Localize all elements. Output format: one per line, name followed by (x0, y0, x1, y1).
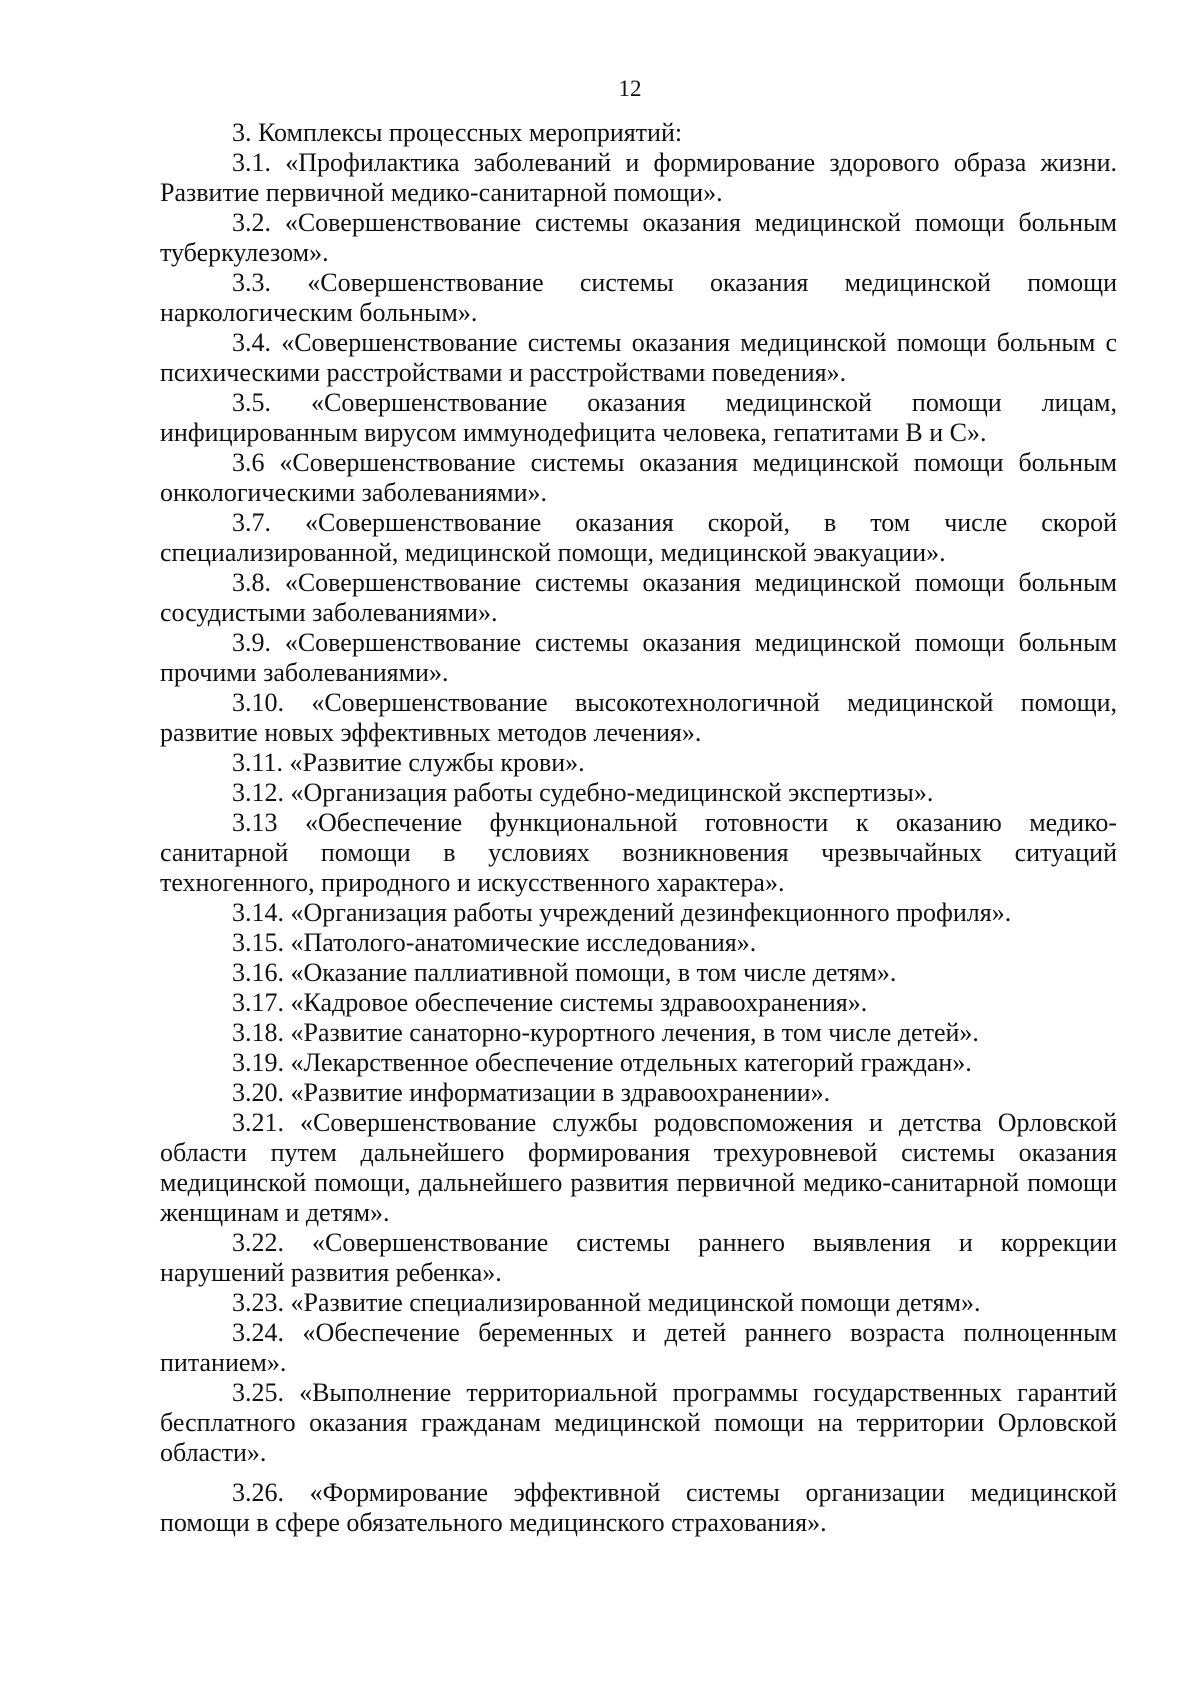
item-number: 3.10. (232, 688, 284, 717)
list-item (160, 448, 1117, 508)
list-item (160, 1018, 1117, 1048)
item-number: 3.11. (232, 748, 284, 777)
item-text: «Совершенствование оказания медицинской помощи лицам, инфицированным вирусом иммунодефицита человека, гепатитами В и С». (160, 388, 1117, 447)
item-number: 3.3. (232, 268, 271, 297)
item-number: 3.18. (232, 1018, 284, 1047)
list-item (160, 1288, 1117, 1318)
item-number: 3.9. (232, 628, 271, 657)
item-text: «Совершенствование системы оказания медицинской помощи наркологическим больным». (160, 268, 1118, 327)
item-number: 3.5. (232, 388, 271, 417)
list-item (160, 958, 1117, 988)
item-number: 3.23. (232, 1288, 284, 1317)
item-number: 3.21. (232, 1108, 284, 1137)
list-item (160, 808, 1117, 898)
list-item (160, 988, 1117, 1018)
list-item (160, 148, 1117, 208)
item-number: 3.15. (232, 928, 284, 957)
list-item (160, 328, 1117, 388)
list-item (160, 1378, 1117, 1468)
item-number: 3.25. (232, 1378, 284, 1407)
item-number: 3.26. (232, 1478, 284, 1507)
item-number: 3.12. (232, 778, 284, 807)
list-item (160, 1078, 1117, 1108)
item-text: «Организация работы судебно-медицинской экспертизы». (290, 778, 934, 807)
item-text: «Совершенствование системы оказания медицинской помощи больным с психическими расстройствами и расстройствами поведения». (160, 328, 1118, 387)
section-heading: 3. Комплексы процессных мероприятий: (232, 118, 683, 147)
list-item (160, 1318, 1117, 1378)
item-number: 3.8. (232, 568, 271, 597)
process-measures-list (160, 148, 1117, 1538)
list-item (160, 208, 1117, 268)
item-text: «Профилактика заболеваний и формирование здорового образа жизни. Развитие первичной медико-санитарной помощи». (160, 148, 1117, 207)
list-item (160, 928, 1117, 958)
item-number: 3.24. (232, 1318, 284, 1347)
item-text: «Совершенствование системы оказания медицинской помощи больным туберкулезом». (160, 208, 1118, 267)
item-text: «Развитие службы крови». (289, 748, 585, 777)
item-text: «Развитие специализированной медицинской помощи детям». (290, 1288, 981, 1317)
item-number: 3.20. (232, 1078, 284, 1107)
list-item (160, 268, 1117, 328)
item-text: «Обеспечение беременных и детей раннего возраста полноценным питанием». (160, 1318, 1117, 1377)
list-item (160, 1108, 1117, 1228)
page-number: 12 (618, 76, 642, 101)
item-text: «Совершенствование оказания скорой, в том числе скорой специализированной, медицинской помощи, медицинской эвакуации». (160, 508, 1118, 567)
item-number: 3.13 (232, 808, 278, 837)
item-number: 3.6 (232, 448, 265, 477)
item-number: 3.4. (232, 328, 271, 357)
item-text: «Формирование эффективной системы организации медицинской помощи в сфере обязательного медицинского страхования». (160, 1478, 1117, 1537)
list-item (160, 898, 1117, 928)
list-item (160, 388, 1117, 448)
item-number: 3.22. (232, 1228, 284, 1257)
list-item (160, 508, 1117, 568)
document-body (160, 118, 1117, 1538)
list-item (160, 1478, 1117, 1538)
item-text: «Совершенствование системы раннего выявления и коррекции нарушений развития ребенка». (160, 1228, 1117, 1287)
item-number: 3.16. (232, 958, 284, 987)
item-number: 3.14. (232, 898, 284, 927)
item-text: «Совершенствование высокотехнологичной медицинской помощи, развитие новых эффективных методов лечения». (160, 688, 1117, 747)
item-text: «Патолого-анатомические исследования». (290, 928, 757, 957)
list-item (160, 688, 1117, 748)
list-item (160, 1048, 1117, 1078)
item-text: «Обеспечение функциональной готовности к оказанию медико-санитарной помощи в условиях возникновения чрезвычайных ситуаций техногенного, природного и искусственного характера». (160, 808, 1117, 897)
item-text: «Совершенствование системы оказания медицинской помощи больным онкологическими заболеваниями». (160, 448, 1117, 507)
item-text: «Совершенствование системы оказания медицинской помощи больным сосудистыми заболеваниями». (160, 568, 1118, 627)
item-text: «Оказание паллиативной помощи, в том числе детям». (290, 958, 897, 987)
item-number: 3.17. (232, 988, 284, 1017)
item-text: «Совершенствование службы родовспоможения и детства Орловской области путем дальнейшего формирования трехуровневой системы оказания медицинской помощи, дальнейшего развития первичной медико-санитарной помощи женщинам и детям». (160, 1108, 1118, 1227)
item-text: «Совершенствование системы оказания медицинской помощи больным прочими заболеваниями». (160, 628, 1118, 687)
list-item (160, 778, 1117, 808)
item-text: «Развитие информатизации в здравоохранении». (290, 1078, 831, 1107)
list-item (160, 1228, 1117, 1288)
item-text: «Кадровое обеспечение системы здравоохранения». (290, 988, 868, 1017)
item-number: 3.1. (232, 148, 271, 177)
item-number: 3.2. (232, 208, 271, 237)
item-number: 3.7. (232, 508, 271, 537)
list-item (160, 748, 1117, 778)
item-text: «Организация работы учреждений дезинфекционного профиля». (290, 898, 1012, 927)
item-number: 3.19. (232, 1048, 284, 1077)
list-item (160, 568, 1117, 628)
item-text: «Развитие санаторно-курортного лечения, в том числе детей». (290, 1018, 979, 1047)
list-item (160, 628, 1117, 688)
item-text: «Лекарственное обеспечение отдельных категорий граждан». (290, 1048, 972, 1077)
item-text: «Выполнение территориальной программы государственных гарантий бесплатного оказания гражданам медицинской помощи на территории Орловской области». (160, 1378, 1117, 1467)
